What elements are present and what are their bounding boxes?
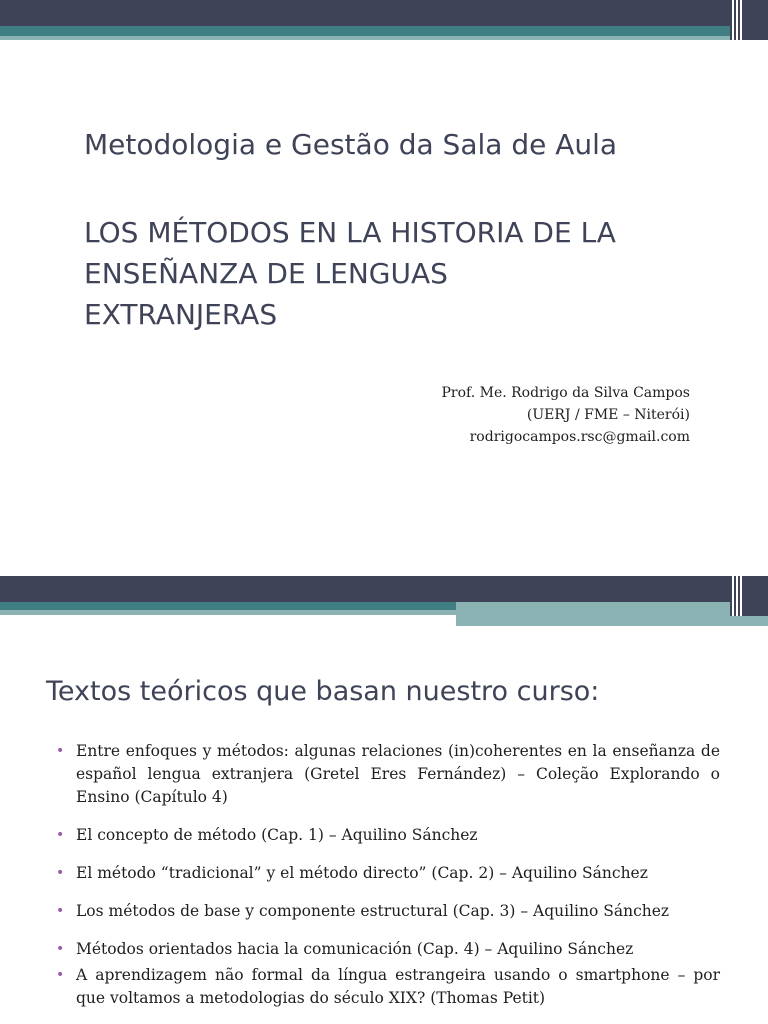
list-item-text: Métodos orientados hacia la comunicación (Cap. 4) – Aquilino Sánchez — [76, 940, 634, 958]
author-email: rodrigocampos.rsc@gmail.com — [469, 429, 690, 445]
list-item-text: A aprendizagem não formal da língua estrangeira usando o smartphone – por que voltamos a metodologias do século XIX? (Thomas Petit) — [76, 966, 720, 1007]
header-band-light — [0, 36, 768, 40]
list-item — [52, 862, 720, 885]
lecture-title-line: LOS MÉTODOS EN LA HISTORIA DE LA — [84, 216, 616, 249]
list-item — [52, 938, 720, 961]
bullet-icon: • — [56, 903, 65, 919]
header-band-dark — [0, 576, 768, 602]
lecture-title-line: ENSEÑANZA DE LENGUAS — [84, 257, 448, 290]
list-item — [52, 900, 720, 923]
author-name: Prof. Me. Rodrigo da Silva Campos — [441, 385, 690, 401]
list-item-text: El concepto de método (Cap. 1) – Aquilino Sánchez — [76, 826, 478, 844]
list-item — [52, 964, 720, 1010]
header-band-corner — [744, 0, 768, 40]
course-title: Metodologia e Gestão da Sala de Aula — [84, 128, 618, 161]
bullet-icon: • — [56, 827, 65, 843]
header-band-light — [0, 610, 456, 615]
readings-slide — [0, 576, 768, 1024]
bullet-icon: • — [56, 743, 65, 759]
header-band-light-right — [456, 602, 768, 626]
list-item-text: Los métodos de base y componente estructural (Cap. 3) – Aquilino Sánchez — [76, 902, 670, 920]
slide-title: Textos teóricos que basan nuestro curso: — [46, 676, 600, 707]
lecture-title-line: EXTRANJERAS — [84, 298, 278, 331]
header-band-teal — [0, 602, 456, 610]
bullet-icon: • — [56, 941, 65, 957]
list-item-text: El método “tradicional” y el método directo” (Cap. 2) – Aquilino Sánchez — [76, 864, 648, 882]
list-item — [52, 740, 720, 809]
bullet-icon: • — [56, 967, 65, 983]
reading-list — [52, 740, 720, 1024]
bullet-icon: • — [56, 865, 65, 881]
author-affiliation: (UERJ / FME – Niterói) — [526, 407, 690, 423]
author-block — [441, 382, 690, 448]
header-band-teal — [0, 26, 768, 36]
header-band-corner — [744, 576, 768, 616]
lecture-title — [84, 212, 616, 335]
list-item — [52, 824, 720, 847]
header-band-dark — [0, 0, 768, 26]
list-item-text: Entre enfoques y métodos: algunas relaciones (in)coherentes en la enseñanza de español lengua extranjera (Gretel Eres Fernández) – Coleção Explorando o Ensino (Capítulo 4) — [76, 742, 720, 806]
